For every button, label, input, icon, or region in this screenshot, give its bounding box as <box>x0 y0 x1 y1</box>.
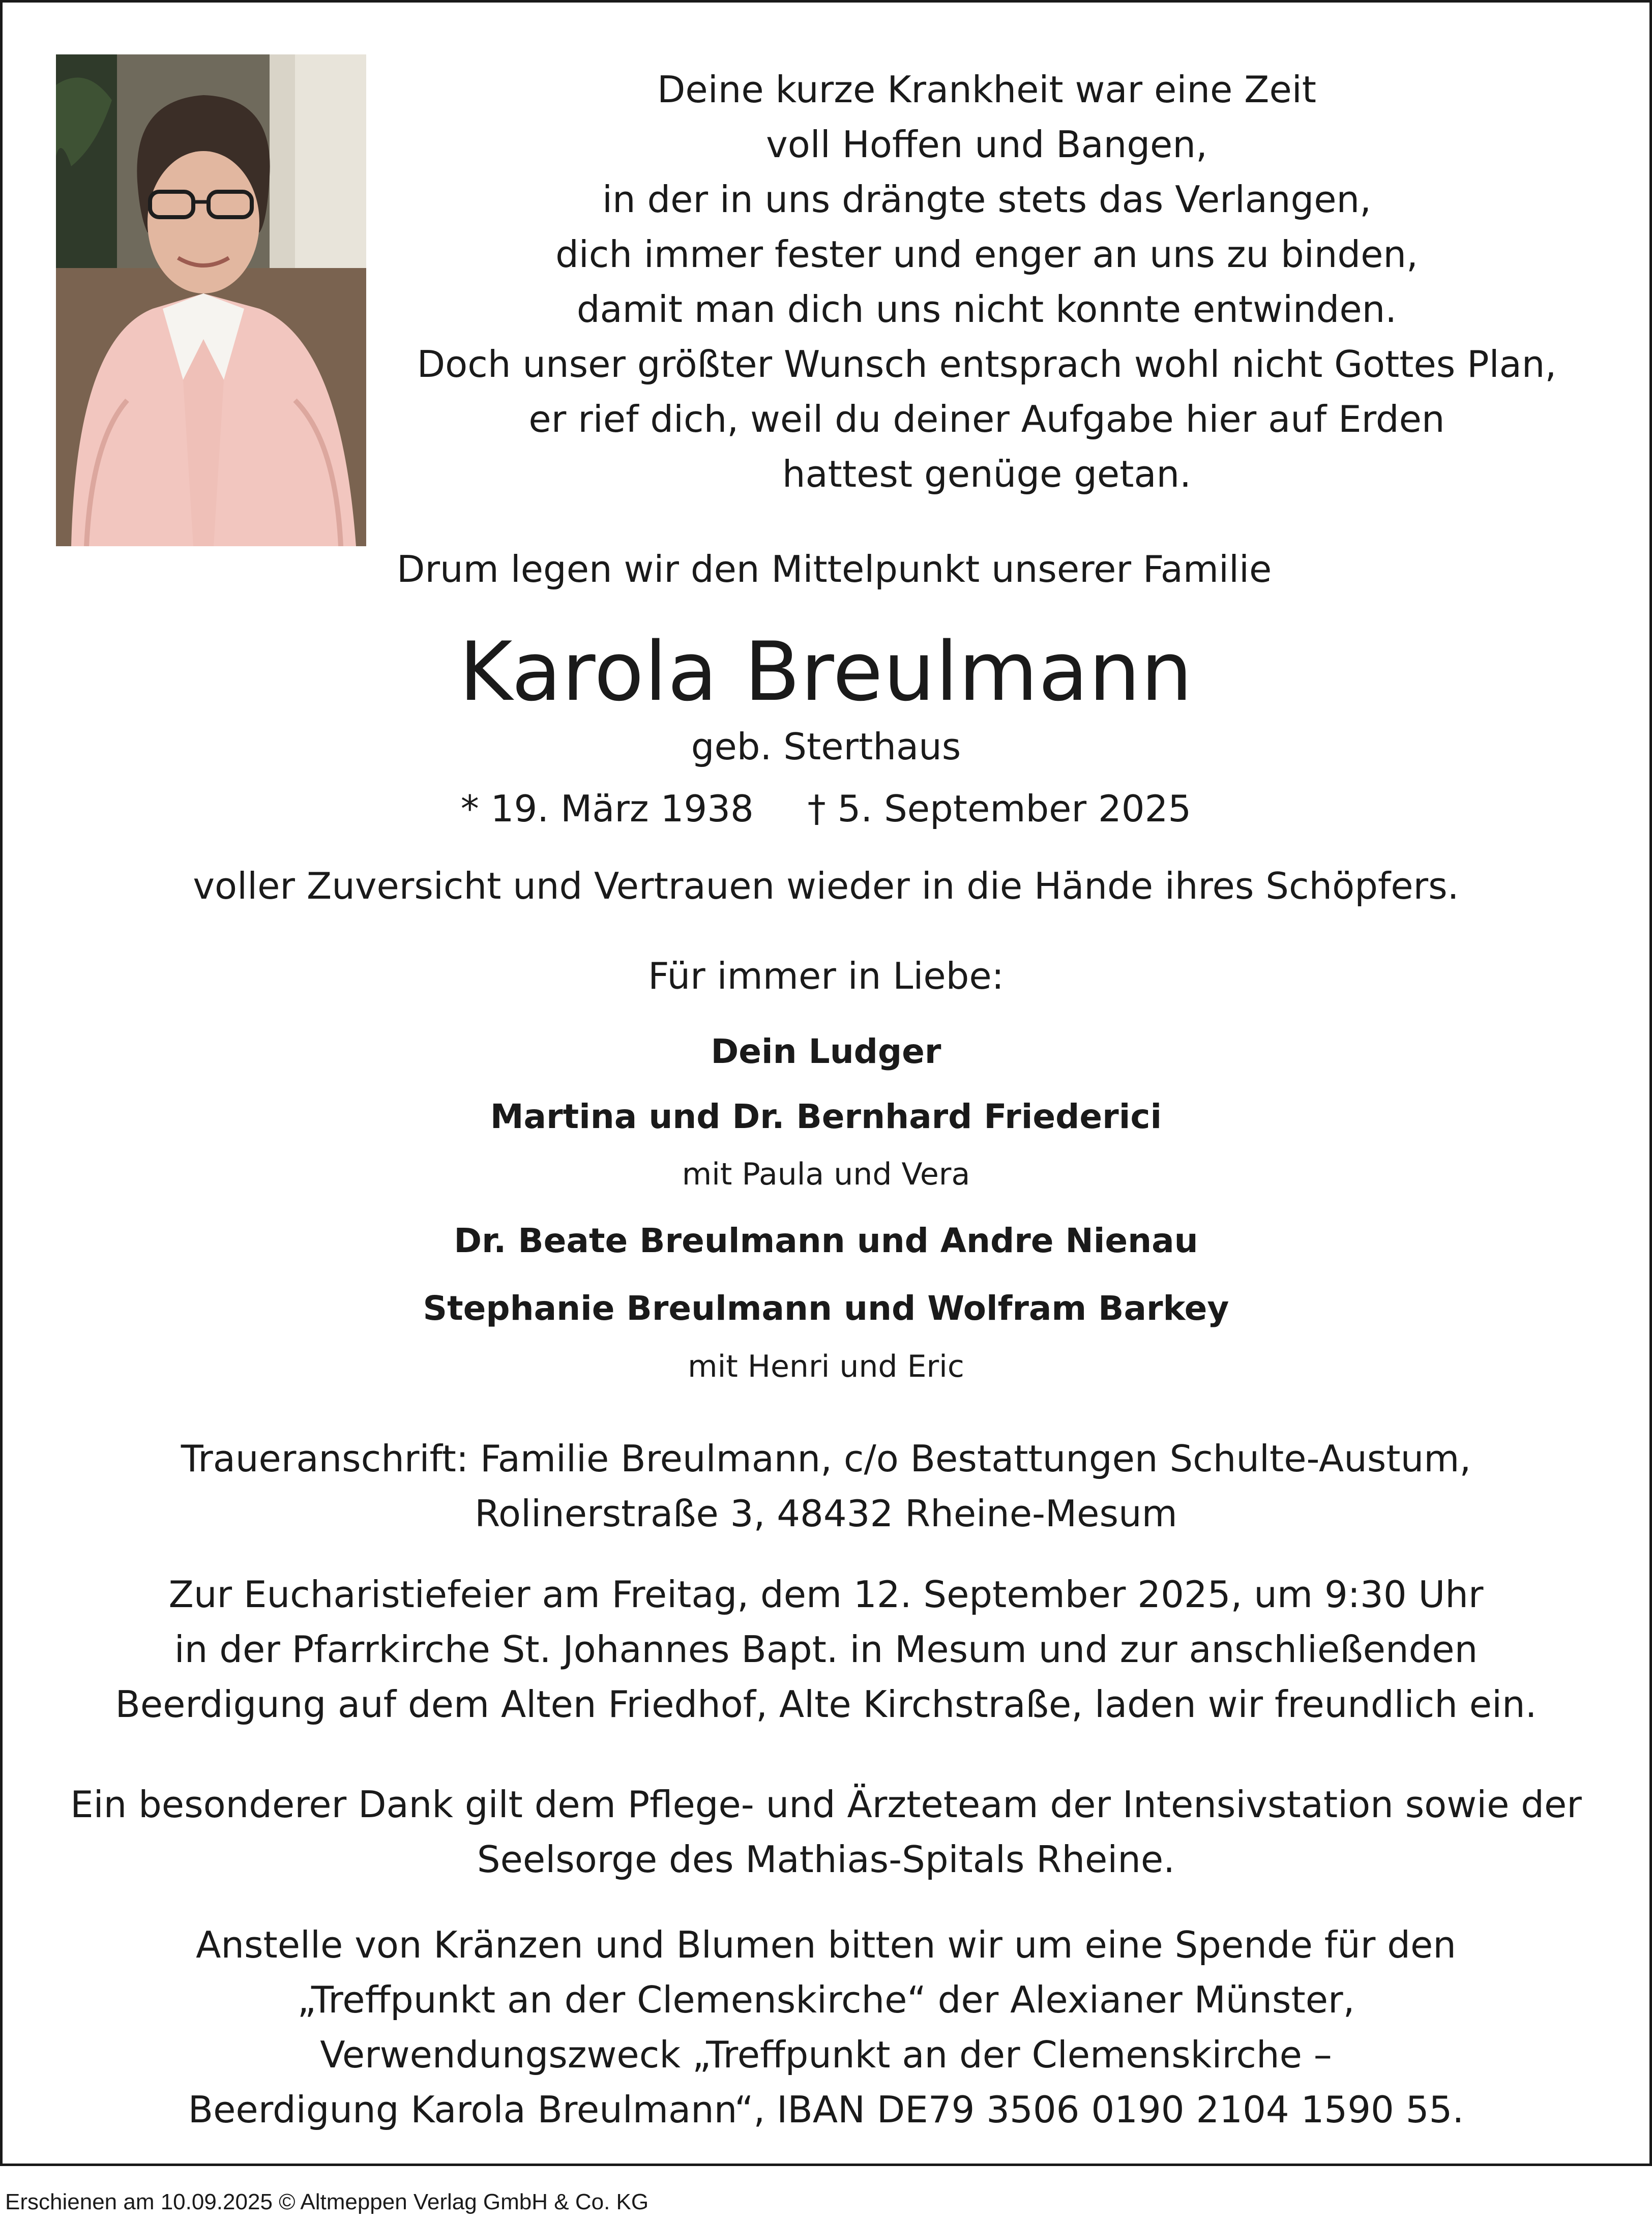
poem-line: damit man dich uns nicht konnte entwinden. <box>576 288 1397 331</box>
address-line: Rolinerstraße 3, 48432 Rheine-Mesum <box>475 1492 1177 1535</box>
service-line: Beerdigung auf dem Alten Friedhof, Alte Kirchstraße, laden wir freundlich ein. <box>115 1683 1537 1726</box>
portrait-image <box>56 54 366 546</box>
deceased-name: Karola Breulmann <box>459 624 1193 719</box>
service-line: in der Pfarrkirche St. Johannes Bapt. in Mesum und zur anschließenden <box>174 1628 1478 1671</box>
poem-line: Doch unser größter Wunsch entsprach wohl nicht Gottes Plan, <box>417 343 1557 386</box>
donation-text <box>0 1917 1652 2137</box>
poem-line: voll Hoffen und Bangen, <box>766 123 1207 166</box>
poem-line: hattest genüge getan. <box>782 453 1192 495</box>
death-date: † 5. September 2025 <box>807 787 1192 830</box>
mourner-line: Dein Ludger <box>711 1032 941 1071</box>
outro-text: voller Zuversicht und Vertrauen wieder in die Hände ihres Schöpfers. <box>193 865 1459 907</box>
poem-line: Deine kurze Krankheit war eine Zeit <box>657 68 1317 111</box>
portrait-photo <box>56 54 366 546</box>
donation-line: Verwendungszweck „Treffpunkt an der Clemenskirche – <box>320 2033 1332 2076</box>
donation-line: Beerdigung Karola Breulmann“, IBAN DE79 3506 0190 2104 1590 55. <box>188 2088 1464 2131</box>
mourning-address <box>0 1431 1652 1541</box>
intro-text: Drum legen wir den Mittelpunkt unserer Familie <box>397 548 1272 590</box>
service-info <box>0 1567 1652 1732</box>
mourner-line: Stephanie Breulmann und Wolfram Barkey <box>423 1289 1229 1328</box>
mourner-line: Dr. Beate Breulmann und Andre Nienau <box>454 1221 1198 1260</box>
publication-footer: Erschienen am 10.09.2025 © Altmeppen Verlag GmbH & Co. KG <box>5 2189 649 2214</box>
poem <box>387 62 1587 501</box>
mourner-subline: mit Paula und Vera <box>682 1157 970 1192</box>
birth-date: * 19. März 1938 <box>460 787 754 830</box>
donation-line: Anstelle von Kränzen und Blumen bitten wir um eine Spende für den <box>196 1923 1456 1966</box>
life-dates <box>0 781 1652 836</box>
mourners-intro: Für immer in Liebe: <box>648 955 1004 997</box>
thanks-line: Seelsorge des Mathias-Spitals Rheine. <box>477 1838 1175 1881</box>
poem-line: in der in uns drängte stets das Verlangen, <box>602 178 1372 221</box>
poem-line: er rief dich, weil du deiner Aufgabe hier auf Erden <box>528 398 1445 440</box>
address-line: Traueranschrift: Familie Breulmann, c/o Bestattungen Schulte-Austum, <box>181 1437 1471 1480</box>
poem-line: dich immer fester und enger an uns zu binden, <box>555 233 1418 276</box>
service-line: Zur Eucharistiefeier am Freitag, dem 12. September 2025, um 9:30 Uhr <box>168 1573 1484 1616</box>
birth-name: geb. Sterthaus <box>691 725 961 768</box>
thanks-line: Ein besonderer Dank gilt dem Pflege- und Ärzteteam der Intensivstation sowie der <box>70 1783 1582 1826</box>
mourner-line: Martina und Dr. Bernhard Friederici <box>490 1097 1162 1136</box>
thanks-text <box>0 1777 1652 1887</box>
mourner-subline: mit Henri und Eric <box>688 1349 964 1384</box>
donation-line: „Treffpunkt an der Clemenskirche“ der Alexianer Münster, <box>297 1978 1355 2021</box>
